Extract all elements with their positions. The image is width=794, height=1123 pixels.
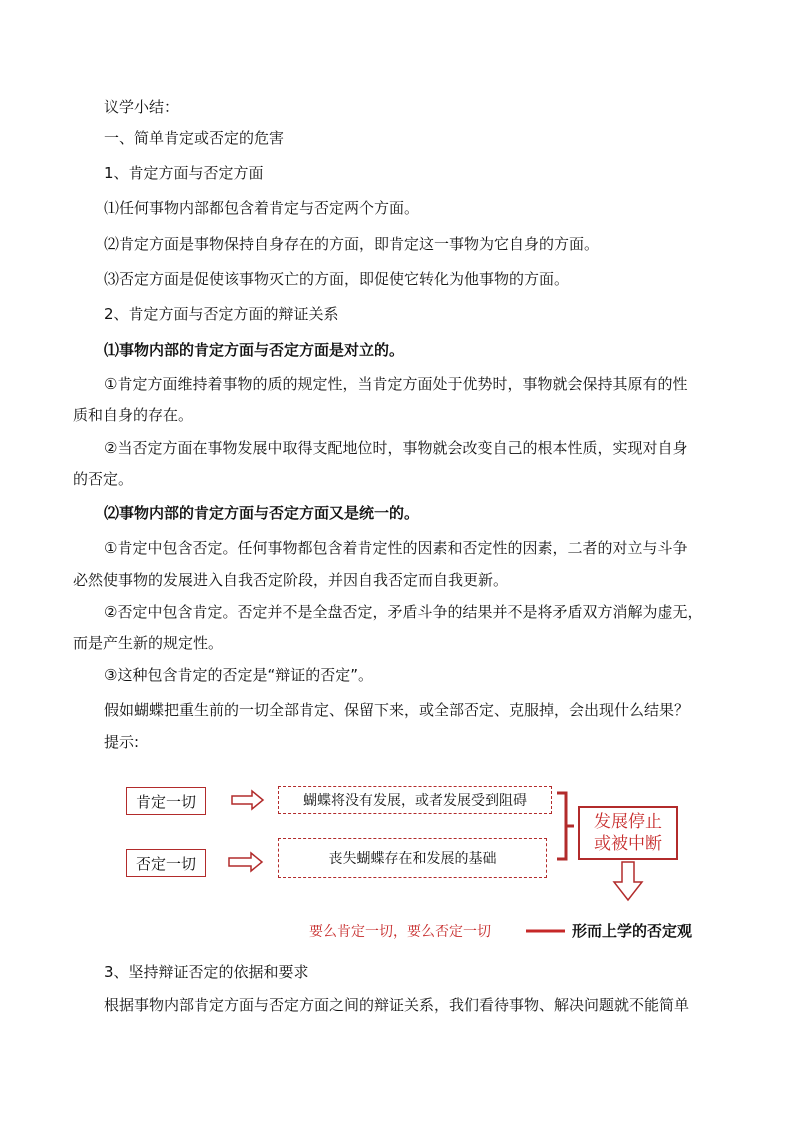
section-1-title: 一、简单肯定或否定的危害 bbox=[104, 129, 285, 147]
section-3-title: 3、坚持辩证否定的依据和要求 bbox=[104, 963, 309, 981]
hint-label: 提示: bbox=[104, 733, 140, 751]
paragraph-line: ①肯定方面维持着事物的质的规定性，当肯定方面处于优势时，事物就会保持其原有的性 bbox=[104, 375, 688, 393]
brace-shape bbox=[557, 793, 574, 859]
part-2-title: ⑵事物内部的肯定方面与否定方面又是统一的。 bbox=[104, 504, 420, 522]
affirm-all-box: 肯定一切 bbox=[126, 787, 206, 815]
negation-diagram bbox=[0, 770, 794, 950]
subsection-2-title: 2、肯定方面与否定方面的辩证关系 bbox=[104, 305, 339, 323]
negate-result-box: 丧失蝴蝶存在和发展的基础 bbox=[278, 838, 547, 878]
summary-heading: 议学小结： bbox=[104, 98, 180, 116]
paragraph-line: 根据事物内部肯定方面与否定方面之间的辩证关系，我们看待事物、解决问题就不能简单 bbox=[104, 996, 690, 1014]
paragraph-line: 必然使事物的发展进入自我否定阶段，并因自我否定而自我更新。 bbox=[73, 571, 509, 589]
arrow-down-icon bbox=[614, 862, 642, 900]
negate-all-box: 否定一切 bbox=[126, 849, 206, 877]
outcome-line-2: 或被中断 bbox=[594, 834, 662, 854]
outcome-box bbox=[578, 806, 678, 860]
metaphysics-label: 形而上学的否定观 bbox=[572, 922, 693, 940]
list-item: ⑵肯定方面是事物保持自身存在的方面，即肯定这一事物为它自身的方面。 bbox=[104, 235, 600, 253]
paragraph-line: ③这种包含肯定的否定是“辩证的否定”。 bbox=[104, 666, 373, 684]
arrow-right-icon bbox=[232, 791, 263, 809]
paragraph-line: 的否定。 bbox=[73, 470, 134, 488]
part-1-title: ⑴事物内部的肯定方面与否定方面是对立的。 bbox=[104, 341, 405, 359]
outcome-line-1: 发展停止 bbox=[594, 812, 662, 832]
subsection-1-title: 1、肯定方面与否定方面 bbox=[104, 164, 264, 182]
affirm-result-box: 蝴蝶将没有发展，或者发展受到阻碍 bbox=[278, 786, 552, 814]
paragraph-line: ②当否定方面在事物发展中取得支配地位时，事物就会改变自己的根本性质，实现对自身 bbox=[104, 439, 688, 457]
paragraph-line: ①肯定中包含否定。任何事物都包含着肯定性的因素和否定性的因素，二者的对立与斗争 bbox=[104, 539, 688, 557]
paragraph-line: ②否定中包含肯定。否定并不是全盘否定，矛盾斗争的结果并不是将矛盾双方消解为虚无， bbox=[104, 603, 703, 621]
paragraph-line: 而是产生新的规定性。 bbox=[73, 634, 224, 652]
arrow-right-icon bbox=[229, 853, 262, 871]
question-text: 假如蝴蝶把重生前的一切全部肯定、保留下来，或全部否定、克服掉，会出现什么结果？ bbox=[104, 701, 690, 719]
list-item: ⑶否定方面是促使该事物灭亡的方面，即促使它转化为他事物的方面。 bbox=[104, 270, 570, 288]
list-item: ⑴任何事物内部都包含着肯定与否定两个方面。 bbox=[104, 199, 420, 217]
conclusion-text: 要么肯定一切，要么否定一切 bbox=[309, 924, 491, 940]
paragraph-line: 质和自身的存在。 bbox=[73, 406, 194, 424]
